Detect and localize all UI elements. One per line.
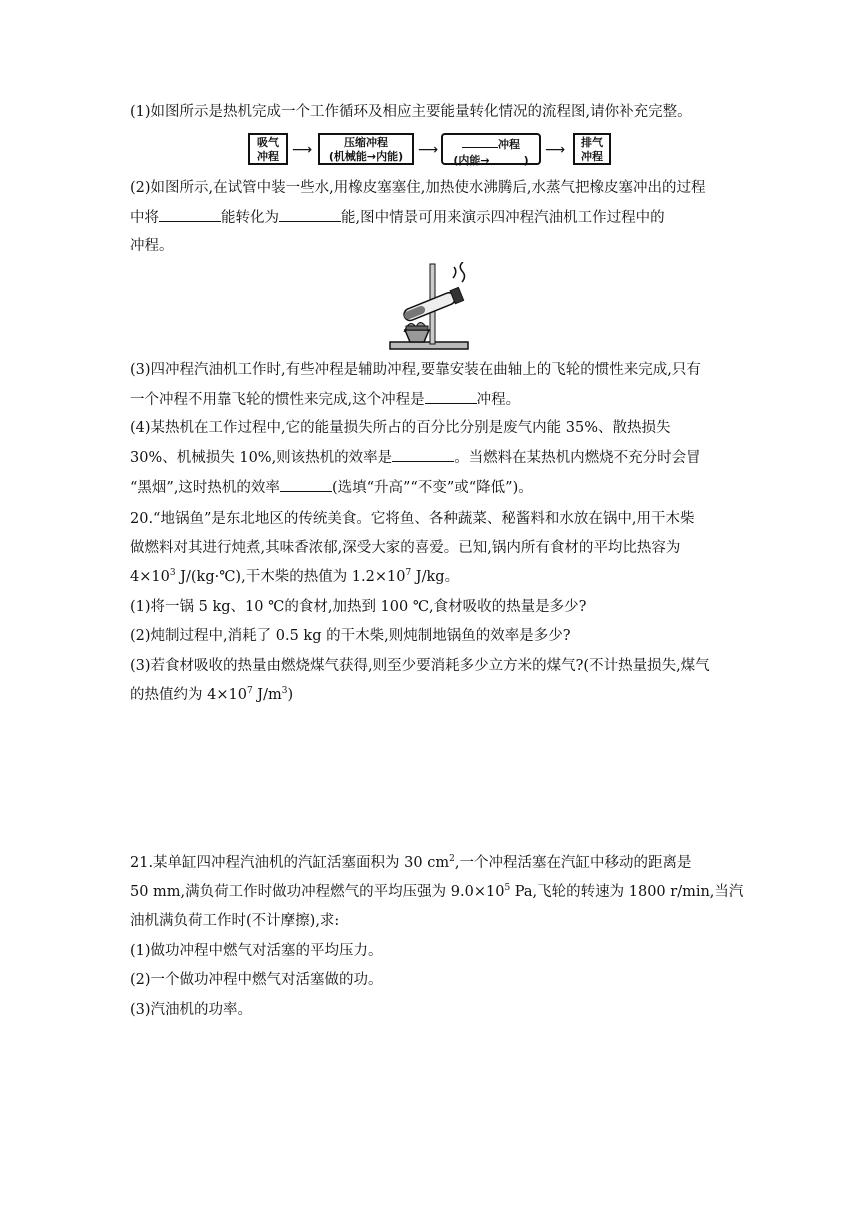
flow-blank-2 <box>490 152 524 164</box>
q19-part4-line3 <box>130 477 533 498</box>
q21-text-b: ,一个冲程活塞在汽缸中移动的距离是 <box>454 855 692 871</box>
flow-diagram <box>248 133 628 169</box>
q19-part4-text-c: “黑烟”,这时热机的效率 <box>130 480 280 496</box>
q20-text-c: J/kg。 <box>411 569 460 585</box>
q20-sub3-text-a: 的热值约为 4×10 <box>130 687 247 703</box>
q21-line1 <box>130 853 691 873</box>
flow-box-compression <box>318 133 414 165</box>
q20-sub2: (2)炖制过程中,消耗了 0.5 kg 的干木柴,则炖制地锅鱼的效率是多少? <box>130 628 571 644</box>
flow-box-blank-l2-prefix: (内能→ <box>453 154 490 167</box>
q19-part4-line2 <box>130 447 701 468</box>
q20-exponent: 3 <box>281 686 288 696</box>
answer-blank <box>279 207 341 222</box>
q19-part4-text-a: 30%、机械损失 10%,则该热机的效率是 <box>130 450 393 466</box>
flow-box-blank-l2-suffix: ) <box>523 154 529 167</box>
q19-part2-line3: 冲程。 <box>130 238 174 254</box>
q21-sub3: (3)汽油机的功率。 <box>130 1002 253 1018</box>
q21-exponent: 5 <box>504 883 511 893</box>
answer-blank <box>392 447 454 462</box>
flow-box-exhaust-l2: 冲程 <box>581 150 603 163</box>
flow-box-compression-l1: 压缩冲程 <box>344 136 388 149</box>
q19-part3-line1: (3)四冲程汽油机工作时,有些冲程是辅助冲程,要靠安装在曲轴上的飞轮的惯性来完成,只有 <box>130 362 701 378</box>
q21-line2 <box>130 882 743 902</box>
test-tube-apparatus-illustration <box>388 262 470 352</box>
q19-part2-line2 <box>130 207 665 228</box>
flow-box-intake-l2: 冲程 <box>257 150 279 163</box>
q21-text-a: 21.某单缸四冲程汽油机的汽缸活塞面积为 30 cm <box>130 855 450 871</box>
answer-blank <box>425 389 477 404</box>
q19-part2-line1: (2)如图所示,在试管中装一些水,用橡皮塞塞住,加热使水沸腾后,水蒸气把橡皮塞冲出的过程 <box>130 180 706 196</box>
q19-part3-text-b: 冲程。 <box>476 392 521 408</box>
q20-line1: 20.“地锅鱼”是东北地区的传统美食。它将鱼、各种蔬菜、秘酱料和水放在锅中,用干木柴 <box>130 511 695 527</box>
flow-blank-1 <box>462 136 498 148</box>
flow-box-blank <box>441 133 541 165</box>
q20-sub3-text-b: J/m <box>252 687 282 703</box>
q19-part4-line1: (4)某热机在工作过程中,它的能量损失所占的百分比分别是废气内能 35%、散热损失 <box>130 420 671 436</box>
q19-part2-text-c: 能,图中情景可用来演示四冲程汽油机工作过程中的 <box>341 210 665 226</box>
q20-line3 <box>130 567 459 587</box>
q19-part3-text-a: 一个冲程不用靠飞轮的惯性来完成,这个冲程是 <box>130 392 425 408</box>
q19-part2-text-b: 能转化为 <box>221 210 279 226</box>
q19-part1: (1)如图所示是热机完成一个工作循环及相应主要能量转化情况的流程图,请你补充完整。 <box>130 104 692 120</box>
flow-box-intake <box>248 133 288 165</box>
q20-exponent: 3 <box>169 568 176 578</box>
q21-sub1: (1)做功冲程中燃气对活塞的平均压力。 <box>130 943 383 959</box>
flow-box-intake-l1: 吸气 <box>257 136 279 149</box>
flow-arrow-icon: ⟶ <box>545 142 566 158</box>
q20-sub3-line2 <box>130 685 293 705</box>
q21-line3: 油机满负荷工作时(不计摩擦),求: <box>130 913 340 929</box>
q19-part2-text-a: 中将 <box>130 210 159 226</box>
q21-exponent: 2 <box>449 854 455 864</box>
flow-box-blank-l1-text: 冲程 <box>498 138 520 151</box>
q20-exponent: 7 <box>405 568 412 578</box>
q21-text-c: 50 mm,满负荷工作时做功冲程燃气的平均压强为 9.0×10 <box>130 884 505 900</box>
q20-text-b: J/(kg·℃),干木柴的热值为 1.2×10 <box>175 569 406 585</box>
flow-box-exhaust-l1: 排气 <box>581 136 603 149</box>
flow-box-blank-l1 <box>443 136 539 152</box>
answer-blank <box>280 477 332 492</box>
q19-part4-text-d: (选填“升高”“不变”或“降低”)。 <box>331 480 533 496</box>
q21-sub2: (2)一个做功冲程中燃气对活塞做的功。 <box>130 972 383 988</box>
q20-text-a: 4×10 <box>130 569 170 585</box>
flow-box-compression-l2: (机械能→内能) <box>328 150 404 163</box>
q20-sub3-line1: (3)若食材吸收的热量由燃烧煤气获得,则至少要消耗多少立方米的煤气?(不计热量损失,煤气 <box>130 658 710 674</box>
q20-sub1: (1)将一锅 5 kg、10 ℃的食材,加热到 100 ℃,食材吸收的热量是多少? <box>130 599 587 615</box>
flow-arrow-icon: ⟶ <box>292 142 313 158</box>
flow-box-exhaust <box>573 133 611 165</box>
q20-exponent: 7 <box>246 686 253 696</box>
q20-sub3-text-c: ) <box>287 687 294 703</box>
q19-part4-text-b: 。当燃料在某热机内燃烧不充分时会冒 <box>454 450 701 466</box>
flow-box-blank-l2 <box>443 152 539 168</box>
flow-arrow-icon: ⟶ <box>418 142 439 158</box>
q20-line2: 做燃料对其进行炖煮,其味香浓郁,深受大家的喜爱。已知,锅内所有食材的平均比热容为 <box>130 540 681 556</box>
q19-part3-line2 <box>130 389 520 410</box>
answer-blank <box>159 207 221 222</box>
q21-text-d: Pa,飞轮的转速为 1800 r/min,当汽 <box>510 884 744 900</box>
